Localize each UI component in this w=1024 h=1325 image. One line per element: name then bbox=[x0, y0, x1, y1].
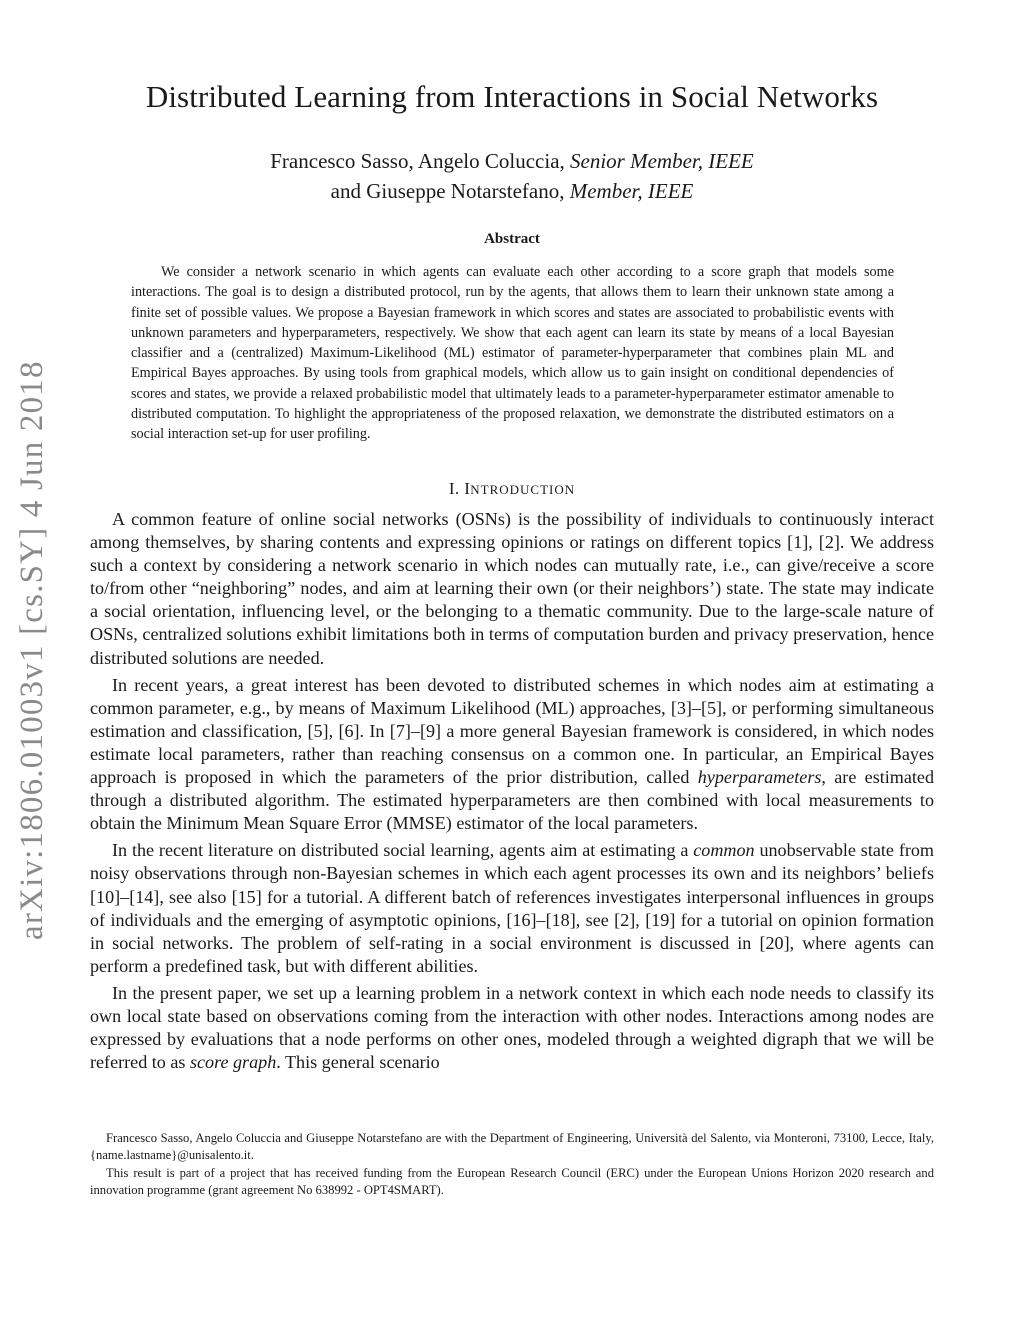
section-title-initial: I bbox=[464, 479, 471, 498]
footnotes bbox=[90, 1130, 934, 1200]
paper-title: Distributed Learning from Interactions in Social Networks bbox=[145, 79, 879, 114]
paragraph-2 bbox=[90, 674, 934, 836]
author-line-1 bbox=[0, 146, 1024, 176]
abstract-text: We consider a network scenario in which agents can evaluate each other according to a score graph that models some interactions. The goal is to design a distributed protocol, run by the agents, that allows them to learn their unknown state among a finite set of possible values. We propose a Bayesian framework in which scores and states are associated to probabilistic events with unknown parameters and hyperparameters, respectively. We show that each agent can learn its state by means of a local Bayesian classifier and a (centralized) Maximum-Likelihood (ML) estimator of parameter-hyperparameter that combines plain ML and Empirical Bayes approaches. By using tools from graphical models, which allow us to gain insight on conditional dependencies of scores and states, we provide a relaxed probabilistic model that ultimately leads to a parameter-hyperparameter estimator amenable to distributed computation. To highlight the appropriateness of the proposed relaxation, we demonstrate the distributed estimators on a social interaction set-up for user profiling. bbox=[131, 264, 894, 443]
paragraph-4 bbox=[90, 982, 934, 1074]
paragraph-4-emphasis: score graph bbox=[189, 1052, 277, 1073]
paragraph-4-text-a: In the present paper, we set up a learning problem in a network context in which each node needs to classify its own local state based on observations coming from the interaction with other nodes. Interactions among nodes are expressed by evaluations that a node performs on other ones, modeled through a weighted digraph that we will be referred to as bbox=[90, 982, 934, 1073]
footnote-affiliation: Francesco Sasso, Angelo Coluccia and Giuseppe Notarstefano are with the Department of Engineering, Università del Salento, via Monteroni, 73100, Lecce, Italy, {name.lastname}@unisalento.it. bbox=[90, 1131, 934, 1163]
footnote-funding: This result is part of a project that has received funding from the European Research Council (ERC) under the European Unions Horizon 2020 research and innovation programme (grant agreement No 638992 - OPT4SMART). bbox=[90, 1165, 934, 1198]
arxiv-identifier: arXiv:1806.01003v1 [cs.SY] 4 Jun 2018 bbox=[14, 360, 50, 940]
section-title-rest: NTRODUCTION bbox=[470, 482, 576, 497]
paragraph-3-text-b: unobservable state from noisy observations through non-Bayesian schemes in which each agent processes its own and its neighbors’ beliefs [10]–[14], see also [15] for a tutorial. A different batch of references investigates interpersonal influences in groups of individuals and the emerging of asymptotic opinions, [16]–[18], see [2], [19] for a tutorial on opinion formation in social networks. The problem of self-rating in a social environment is discussed in [20], where agents can perform a predefined task, but with different abilities. bbox=[90, 840, 934, 976]
paragraph-3 bbox=[90, 839, 934, 978]
author-role-2: Member, IEEE bbox=[569, 179, 694, 203]
author-role-1: Senior Member, IEEE bbox=[570, 149, 754, 173]
author-names-1: Francesco Sasso, Angelo Coluccia, bbox=[270, 149, 571, 173]
abstract-heading: Abstract bbox=[484, 231, 540, 247]
author-names-2: and Giuseppe Notarstefano, bbox=[330, 179, 570, 203]
paragraph-3-emphasis: common bbox=[693, 840, 755, 861]
section-heading bbox=[0, 479, 1024, 499]
paragraph-1: A common feature of online social networks (OSNs) is the possibility of individuals to continuously interact among themselves, by sharing contents and expressing opinions or ratings on different topics [1], [2]. We address such a context by considering a network scenario in which nodes can mutually rate, i.e., can give/receive a score to/from other “neighboring” nodes, and aim at learning their own (or their neighbors’) state. The state may indicate a social orientation, influencing level, or the belonging to a thematic community. Due to the large-scale nature of OSNs, centralized solutions exhibit limitations both in terms of computation burden and privacy preservation, hence distributed solutions are needed. bbox=[90, 509, 934, 668]
paragraph-2-text-a: In recent years, a great interest has been devoted to distributed schemes in which nodes aim at estimating a common parameter, e.g., by means of Maximum Likelihood (ML) approaches, [3]–[5], or performing simultaneous estimation and classification, [5], [6]. In [7]–[9] a more general Bayesian framework is considered, in which nodes estimate local parameters, rather than reaching consensus on a common one. In particular, an Empirical Bayes approach is proposed in which the parameters of the prior distribution, called bbox=[90, 674, 934, 788]
paragraph-3-text-a: In the recent literature on distributed social learning, agents aim at estimating a bbox=[112, 840, 694, 861]
author-block bbox=[0, 146, 1024, 206]
body-text bbox=[90, 508, 934, 1078]
paragraph-2-emphasis: hyperparameters bbox=[697, 767, 822, 788]
paragraph-2-text-b: , are estimated through a distributed algorithm. The estimated hyperparameters are then combined with local measurements to obtain the Minimum Mean Square Error (MMSE) estimator of the local parameters. bbox=[90, 767, 935, 834]
author-line-2 bbox=[0, 176, 1024, 206]
section-number: I. bbox=[448, 479, 465, 498]
paragraph-4-text-b: . This general scenario bbox=[276, 1052, 440, 1073]
